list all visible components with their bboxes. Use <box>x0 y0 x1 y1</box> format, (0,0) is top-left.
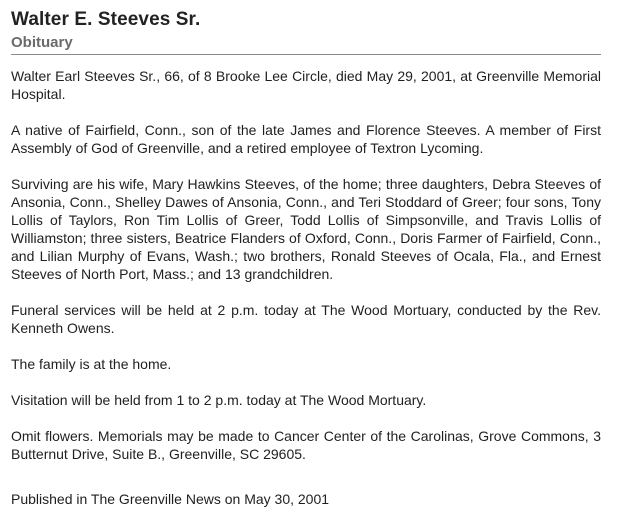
paragraph-death-notice: Walter Earl Steeves Sr., 66, of 8 Brooke Lee Circle, died May 29, 2001, at Greenville Memorial Hospital. <box>11 68 601 102</box>
section-label: Obituary <box>11 34 73 51</box>
page-title: Walter E. Steeves Sr. <box>11 9 201 30</box>
paragraph-survivors: Surviving are his wife, Mary Hawkins Steeves, of the home; three daughters, Debra Steeves of Ansonia, Conn., Shelley Dawes of Ansonia, Conn., and Teri Stoddard of Greer; four sons, Tony Lollis of Taylors, Ron Tim Lollis of Greer, Todd Lollis of Simpsonville, and Travis Lollis of Williamston; three sisters, Beatrice Flanders of Oxford, Conn., Doris Farmer of Fairfield, Conn., and Lilian Murphy of Evans, Wash.; two brothers, Ronald Steeves of Ocala, Fla., and Ernest Steeves of North Port, Mass.; and 13 grandchildren. <box>11 176 601 282</box>
paragraph-memorials: Omit flowers. Memorials may be made to Cancer Center of the Carolinas, Grove Commons, 3 Butternut Drive, Suite B., Greenville, SC 29605. <box>11 428 601 462</box>
paragraph-funeral-services: Funeral services will be held at 2 p.m. today at The Wood Mortuary, conducted by the Rev. Kenneth Owens. <box>11 302 601 336</box>
paragraph-background: A native of Fairfield, Conn., son of the late James and Florence Steeves. A member of First Assembly of God of Greenville, and a retired employee of Textron Lycoming. <box>11 122 601 156</box>
obituary-body <box>11 67 601 508</box>
publication-credit: Published in The Greenville News on May 30, 2001 <box>11 491 330 507</box>
obituary-header <box>11 8 601 55</box>
paragraph-visitation: Visitation will be held from 1 to 2 p.m. today at The Wood Mortuary. <box>11 392 427 408</box>
paragraph-family: The family is at the home. <box>11 356 172 372</box>
